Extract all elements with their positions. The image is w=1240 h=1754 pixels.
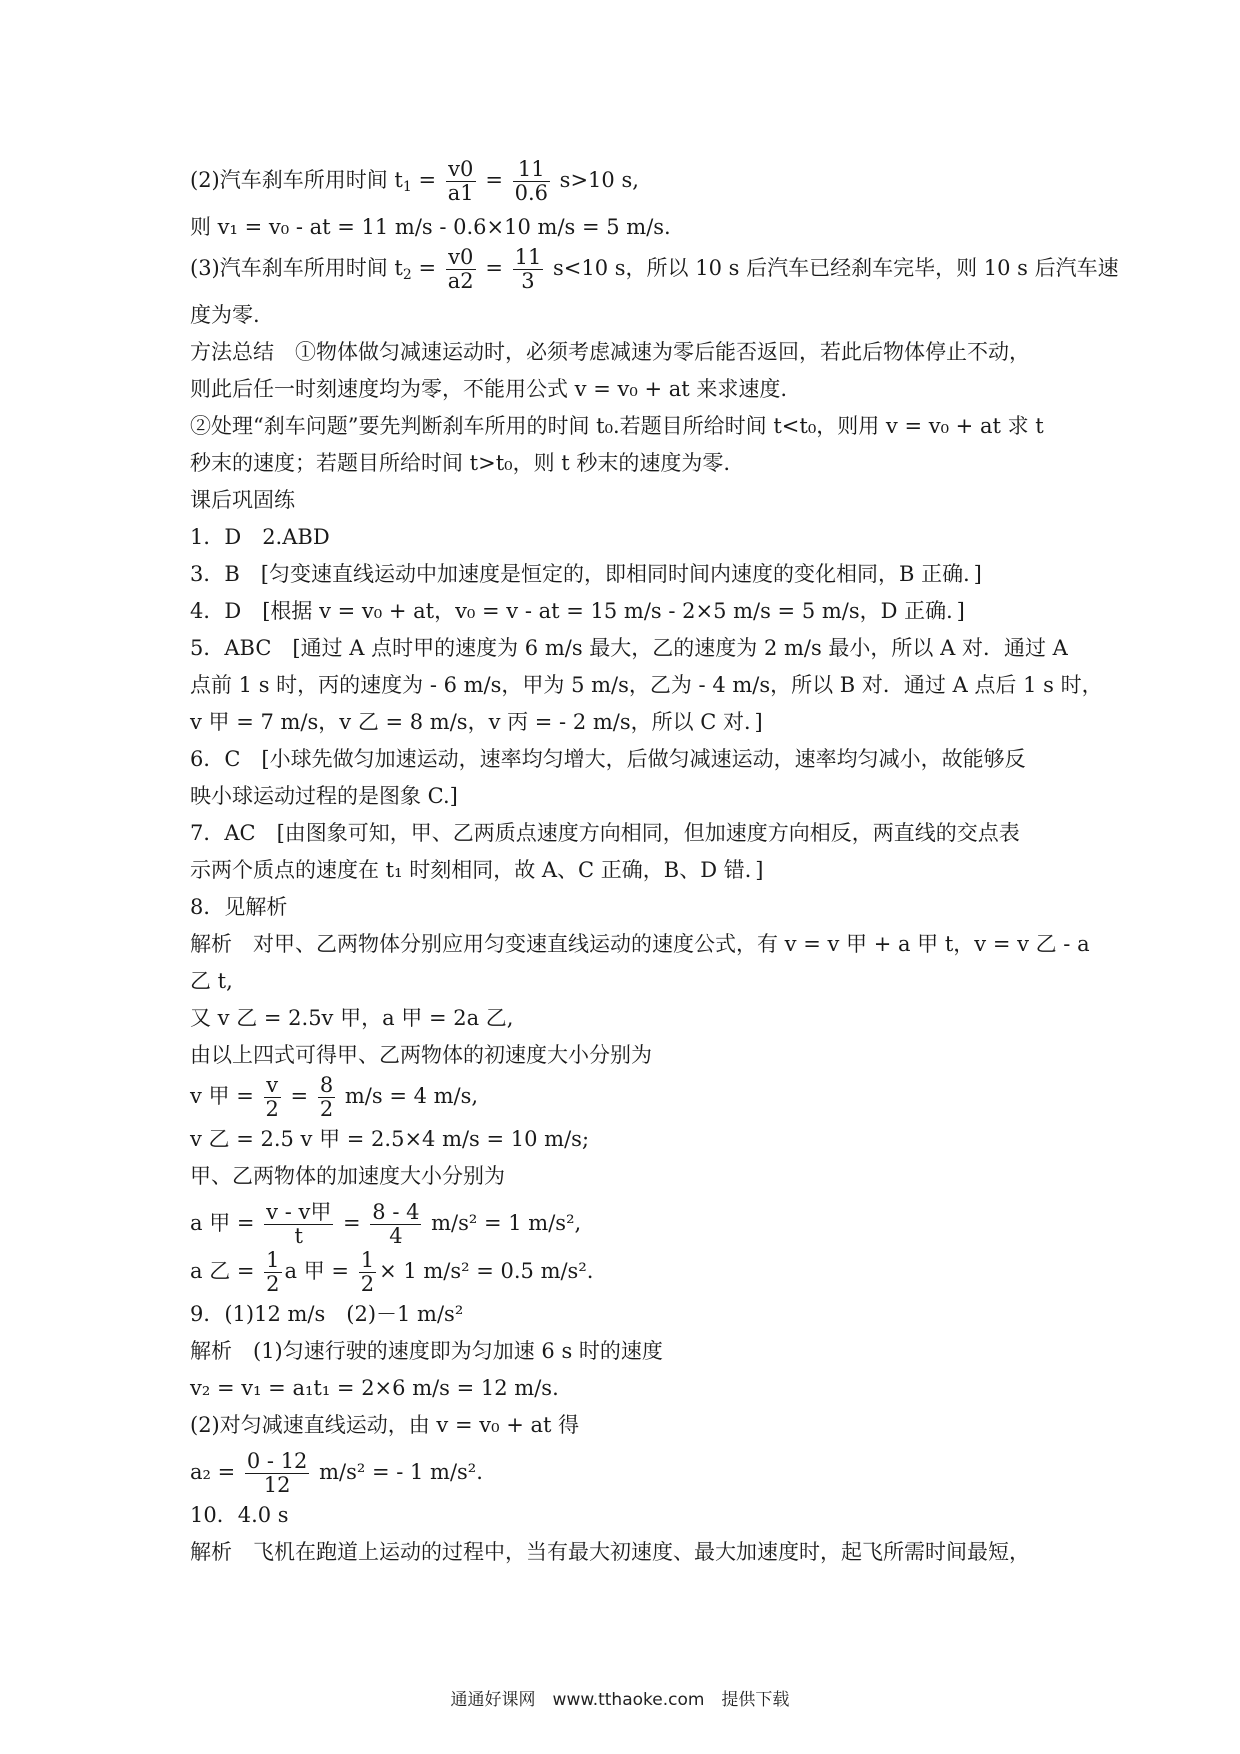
analysis-8-b: 乙 t, bbox=[190, 969, 233, 994]
denominator: 2 bbox=[266, 1271, 280, 1296]
equation-a-jia bbox=[190, 1201, 1060, 1248]
fraction bbox=[264, 1074, 281, 1121]
text-segment: (2)汽车刹车所用时间 t bbox=[190, 168, 403, 193]
numerator: 11 bbox=[514, 245, 542, 270]
page-footer: 通通好课网 www.tthaoke.com 提供下载 bbox=[450, 1690, 790, 1710]
method-summary-4: 秒末的速度；若题目所给时间 t>t₀，则 t 秒末的速度为零. bbox=[190, 451, 731, 476]
answer-8: 8．见解析 bbox=[190, 895, 288, 920]
line-speed-zero: 度为零. bbox=[190, 303, 260, 328]
denominator: 2 bbox=[265, 1097, 279, 1122]
numerator: 0 - 12 bbox=[246, 1448, 308, 1473]
answer-4: 4．D [根据 v = v₀ + at，v₀ = v - at = 15 m/s - 2×5 m/s = 5 m/s，D 正确．] bbox=[190, 599, 965, 624]
fraction bbox=[318, 1074, 335, 1121]
text-segment: s>10 s, bbox=[553, 168, 639, 193]
denominator: 4 bbox=[370, 1224, 421, 1248]
line-brake-time-2 bbox=[190, 158, 1060, 209]
text-segment: a₂ = bbox=[190, 1459, 242, 1484]
equals: = bbox=[283, 1084, 315, 1109]
numerator: v0 bbox=[448, 245, 474, 270]
text-segment: × 1 m/s² = 0.5 m/s². bbox=[379, 1258, 594, 1283]
numerator: v0 bbox=[448, 157, 474, 181]
numerator: 11 bbox=[517, 157, 545, 181]
answer-5-c: v 甲 = 7 m/s，v 乙 = 8 m/s，v 丙 = - 2 m/s，所以 C 对．] bbox=[190, 710, 763, 735]
text-segment: a 乙 = bbox=[190, 1258, 262, 1283]
line-velocity-result: 则 v₁ = v₀ - at = 11 m/s - 0.6×10 m/s = 5 m/s. bbox=[190, 215, 671, 240]
denominator: t bbox=[264, 1224, 333, 1248]
analysis-8-c: 又 v 乙 = 2.5v 甲，a 甲 = 2a 乙, bbox=[190, 1006, 514, 1031]
answer-10: 10．4.0 s bbox=[190, 1502, 289, 1527]
answer-5-a: 5．ABC [通过 A 点时甲的速度为 6 m/s 最大，乙的速度为 2 m/s 最小，所以 A 对．通过 A bbox=[190, 636, 1068, 661]
section-heading: 课后巩固练 bbox=[190, 488, 295, 513]
text-segment: v 甲 = bbox=[190, 1084, 261, 1109]
text-segment: a 甲 = bbox=[284, 1258, 356, 1283]
equals: = bbox=[478, 256, 510, 281]
denominator: a1 bbox=[447, 181, 474, 206]
method-summary-2: 则此后任一时刻速度均为零，不能用公式 v = v₀ + at 来求速度. bbox=[190, 377, 788, 402]
denominator: 2 bbox=[360, 1271, 375, 1296]
fraction bbox=[264, 1201, 333, 1248]
equation-a2 bbox=[190, 1450, 1060, 1497]
answer-6-a: 6．C [小球先做匀加速运动，速率均匀增大，后做匀减速运动，速率均匀减小，故能够反 bbox=[190, 747, 1026, 772]
numerator: 1 bbox=[360, 1247, 375, 1272]
analysis-10: 解析 飞机在跑道上运动的过程中，当有最大初速度、最大加速度时，起飞所需时间最短， bbox=[190, 1539, 1030, 1564]
answer-7-a: 7．AC [由图象可知，甲、乙两质点速度方向相同，但加速度方向相反，两直线的交点表 bbox=[190, 821, 1020, 846]
equation-v-yi: v 乙 = 2.5 v 甲 = 2.5×4 m/s = 10 m/s; bbox=[190, 1127, 590, 1152]
fraction bbox=[370, 1201, 421, 1248]
denominator: a2 bbox=[447, 269, 474, 294]
text-segment: m/s² = 1 m/s², bbox=[424, 1211, 582, 1236]
method-summary-1: 方法总结 ①物体做匀减速运动时，必须考虑减速为零后能否返回，若此后物体停止不动， bbox=[190, 340, 1030, 365]
fraction bbox=[446, 246, 476, 293]
text-segment: a 甲 = bbox=[190, 1211, 262, 1236]
equals: = bbox=[478, 168, 510, 193]
analysis-9-c: (2)对匀减速直线运动，由 v = v₀ + at 得 bbox=[190, 1412, 580, 1437]
text-segment: (3)汽车刹车所用时间 t bbox=[190, 256, 403, 281]
fraction bbox=[264, 1249, 281, 1296]
fraction bbox=[245, 1450, 310, 1497]
answer-5-b: 点前 1 s 时，丙的速度为 - 6 m/s，甲为 5 m/s，乙为 - 4 m/s，所以 B 对．通过 A 点后 1 s 时， bbox=[190, 673, 1103, 698]
fraction bbox=[513, 246, 544, 293]
numerator: 8 bbox=[319, 1073, 334, 1098]
denominator: 12 bbox=[245, 1473, 310, 1497]
numerator: v bbox=[266, 1073, 279, 1098]
fraction bbox=[513, 158, 550, 205]
subscript: 1 bbox=[402, 179, 412, 196]
line-brake-time-3 bbox=[190, 245, 1119, 297]
answer-6-b: 映小球运动过程的是图象 C.] bbox=[190, 784, 458, 809]
method-summary-3: ②处理“刹车问题”要先判断刹车所用的时间 t₀.若题目所给时间 t<t₀，则用 v = v₀ + at 求 t bbox=[190, 414, 1044, 439]
text-segment: m/s² = - 1 m/s². bbox=[312, 1459, 483, 1484]
analysis-9-a: 解析 (1)匀速行驶的速度即为匀加速 6 s 时的速度 bbox=[190, 1338, 663, 1363]
numerator: 8 - 4 bbox=[372, 1200, 420, 1225]
analysis-8-d: 由以上四式可得甲、乙两物体的初速度大小分别为 bbox=[190, 1043, 652, 1068]
answer-3: 3．B [匀变速直线运动中加速度是恒定的，即相同时间内速度的变化相同，B 正确．] bbox=[190, 562, 982, 587]
denominator: 0.6 bbox=[514, 181, 548, 206]
equation-a-yi bbox=[190, 1249, 1060, 1296]
answer-7-b: 示两个质点的速度在 t₁ 时刻相同，故 A、C 正确，B、D 错．] bbox=[190, 858, 764, 883]
fraction bbox=[359, 1249, 376, 1296]
subscript: 2 bbox=[402, 267, 412, 284]
numerator: 1 bbox=[266, 1247, 280, 1272]
analysis-9-b: v₂ = v₁ = a₁t₁ = 2×6 m/s = 12 m/s. bbox=[190, 1375, 559, 1400]
equals: = bbox=[336, 1211, 368, 1236]
equals: = bbox=[411, 168, 443, 193]
equals: = bbox=[411, 256, 443, 281]
denominator: 2 bbox=[319, 1097, 334, 1122]
text-segment: s<10 s，所以 10 s 后汽车已经刹车完毕，则 10 s 后汽车速 bbox=[546, 256, 1119, 281]
answer-9: 9．(1)12 m/s (2)－1 m/s² bbox=[190, 1301, 464, 1326]
solution-text bbox=[190, 157, 1119, 1571]
denominator: 3 bbox=[513, 269, 544, 293]
numerator: v - v甲 bbox=[266, 1200, 332, 1225]
equation-v-jia bbox=[190, 1074, 1060, 1121]
answer-1-2: 1．D 2.ABD bbox=[190, 525, 330, 550]
analysis-8-a: 解析 对甲、乙两物体分别应用匀变速直线运动的速度公式，有 v = v 甲 + a 甲 t，v = v 乙 - a bbox=[190, 932, 1090, 957]
fraction bbox=[446, 158, 476, 205]
text-segment: m/s = 4 m/s, bbox=[338, 1084, 479, 1109]
analysis-8-e: 甲、乙两物体的加速度大小分别为 bbox=[190, 1164, 505, 1189]
